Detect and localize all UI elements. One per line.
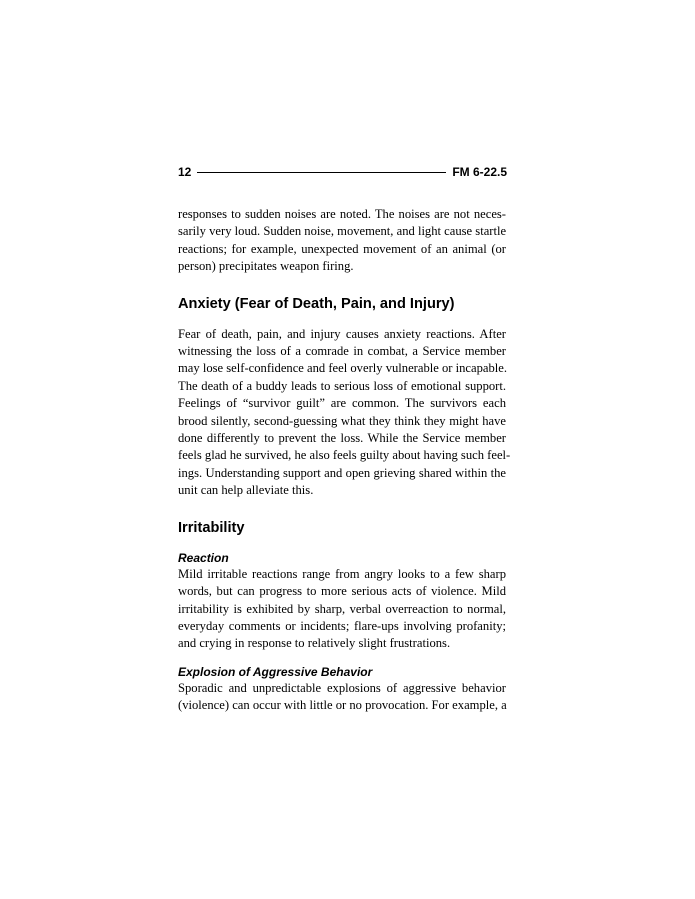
anxiety-paragraph: [178, 326, 511, 500]
text-line: and crying in response to relatively slight frustrations.: [178, 636, 451, 651]
text-line: ings. Understanding support and open grieving shared within the: [178, 465, 506, 480]
text-line: Feelings of “survivor guilt” are common. The survivors each: [178, 396, 506, 411]
page-number: 12: [178, 165, 192, 179]
text-line: Fear of death, pain, and injury causes anxiety reactions. After: [178, 326, 506, 341]
page-body: [178, 206, 511, 715]
text-line: irritability is exhibited by sharp, verbal overreaction to normal,: [178, 601, 506, 616]
document-id: FM 6-22.5: [452, 165, 507, 179]
irritability-heading: Irritability: [178, 519, 245, 536]
text-line: words, but can progress to more serious acts of violence. Mild: [178, 584, 506, 599]
text-line: brood silently, second-guessing what they think they might have: [178, 413, 506, 428]
text-line: may lose self-confidence and feel overly vulnerable or incapable.: [178, 361, 508, 376]
text-line: reactions; for example, unexpected movement of an animal (or: [178, 241, 506, 256]
intro-paragraph: [178, 206, 506, 276]
reaction-subheading: Reaction: [178, 550, 229, 565]
header-rule: [197, 172, 446, 173]
text-line: person) precipitates weapon firing.: [178, 259, 354, 274]
text-line: Mild irritable reactions range from angry looks to a few sharp: [178, 566, 506, 581]
text-line: done differently to prevent the loss. While the Service member: [178, 431, 506, 446]
text-line: (violence) can occur with little or no provocation. For example, a: [178, 698, 507, 713]
text-line: everyday comments or incidents; flare-ups involving profanity;: [178, 618, 506, 633]
text-line: The death of a buddy leads to serious loss of emotional support.: [178, 378, 506, 393]
anxiety-heading: Anxiety (Fear of Death, Pain, and Injury): [178, 295, 455, 312]
text-line: unit can help alleviate this.: [178, 483, 314, 498]
running-header: [178, 164, 507, 180]
text-line: Sporadic and unpredictable explosions of aggressive behavior: [178, 680, 506, 695]
text-line: responses to sudden noises are noted. The noises are not neces-: [178, 207, 506, 221]
text-line: feels glad he survived, he also feels guilty about having such feel-: [178, 448, 511, 463]
explosion-subheading: Explosion of Aggressive Behavior: [178, 664, 373, 679]
text-line: sarily very loud. Sudden noise, movement, and light cause startle: [178, 224, 507, 239]
reaction-paragraph: [178, 566, 506, 653]
text-line: witnessing the loss of a comrade in combat, a Service member: [178, 344, 506, 359]
explosion-paragraph: [178, 680, 506, 715]
